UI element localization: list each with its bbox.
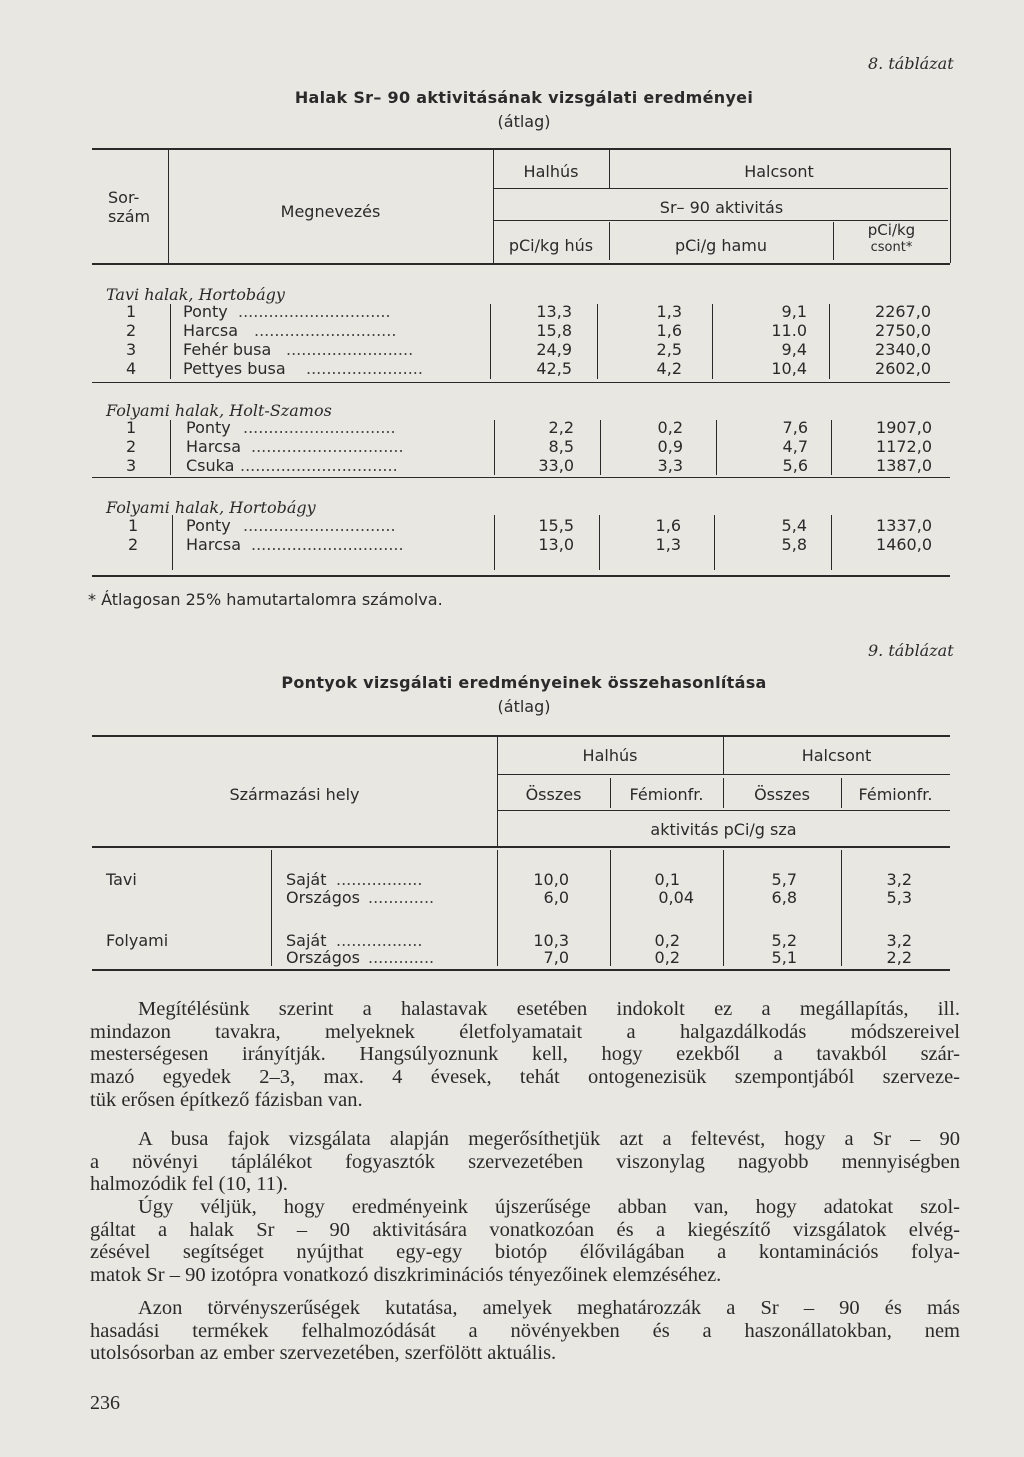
- dot-leader: ..............................: [243, 516, 396, 535]
- paragraph: A busa fajok vizsgálata alapján megerősíthetjük azt a feltevést, hogy a Sr – 90 a növényi táplálékot fogyasztók szervezetében viszonylag nagyobb mennyiségben halmozódik fel (10, 11).: [90, 1128, 960, 1196]
- header-aktivitas: Sr– 90 aktivitás: [659, 198, 784, 217]
- dot-leader: .................: [336, 870, 423, 889]
- table8-footnote: * Átlagosan 25% hamutartalomra számolva.: [88, 590, 443, 609]
- place-label: Folyami: [106, 931, 169, 950]
- table8-label: 8. táblázat: [868, 54, 954, 73]
- header-pci-kg-csont: pCi/kg csont*: [867, 221, 916, 255]
- dot-leader: ..............................: [251, 535, 404, 554]
- header-pci-kg-hus: pCi/kg hús: [508, 236, 594, 255]
- page-number: 236: [90, 1392, 120, 1414]
- dot-leader: .......................: [306, 359, 423, 378]
- paragraph: Megítélésünk szerint a halastavak esetében indokolt ez a megállapítás, ill. mindazon tavakra, melyeknek életfolyamatait a halgazdálkodás módszereivel mesterségesen irányítják. Hangsúlyoznunk kell, hogy ezekből a tavakból szár- mazó egyedek 2–3, max. 4 évesek, tehát ontogenezisük szempontjából szerveze- tük erősen építkező fázisban van.: [90, 998, 960, 1111]
- table9-title: Pontyok vizsgálati eredményeinek összehasonlítása: [281, 673, 767, 692]
- dot-leader: ..............................: [243, 418, 396, 437]
- group-name: Folyami halak, Hortobágy: [106, 498, 316, 517]
- dot-leader: .............: [368, 948, 435, 967]
- table9-label: 9. táblázat: [868, 641, 954, 660]
- header-aktivitas: aktivitás pCi/g sza: [650, 820, 797, 839]
- header-halhus: Halhús: [523, 162, 579, 181]
- table9-subtitle: (átlag): [497, 697, 551, 716]
- header-megnevezes: Megnevezés: [280, 202, 381, 221]
- paragraph: Azon törvényszerűségek kutatása, amelyek meghatározzák a Sr – 90 és más hasadási termékek felhalmozódását a növényekben és a haszonállatokban, nem utolsósorban az ember szervezetében, szerfölött aktuális.: [90, 1297, 960, 1365]
- dot-leader: ............................: [254, 321, 397, 340]
- dot-leader: ...............................: [240, 456, 398, 475]
- header-halhus: Halhús: [582, 746, 638, 765]
- place-label: Tavi: [106, 870, 137, 889]
- dot-leader: .................: [336, 931, 423, 950]
- dot-leader: .............: [368, 888, 435, 907]
- header-pci-g-hamu: pCi/g hamu: [674, 236, 768, 255]
- paragraph: Úgy véljük, hogy eredményeink újszerűsége abban van, hogy adatokat szol- gáltat a halak Sr – 90 aktivitására vonatkozóan és a kiegészítő vizsgálatok elvég- zésével segítséget nyújthat egy-egy biotóp élővilágában a kontaminációs folya- matok Sr – 90 izotópra vonatkozó diszkriminációs tényezőinek elemzéséhez.: [90, 1196, 960, 1287]
- table8-subtitle: (átlag): [497, 112, 551, 131]
- dot-leader: .........................: [286, 340, 414, 359]
- header-osszes: Összes: [525, 785, 582, 804]
- header-halcsont: Halcsont: [744, 162, 814, 181]
- table8-title: Halak Sr– 90 aktivitásának vizsgálati eredményei: [294, 88, 754, 107]
- group-name: Tavi halak, Hortobágy: [106, 285, 285, 304]
- dot-leader: ..............................: [238, 302, 391, 321]
- header-femionfr: Fémionfr.: [629, 785, 704, 804]
- header-femionfr: Fémionfr.: [858, 785, 933, 804]
- header-osszes: Összes: [754, 785, 810, 804]
- dot-leader: ..............................: [251, 437, 404, 456]
- header-szarmazasi-hely: Származási hely: [229, 785, 360, 804]
- header-halcsont: Halcsont: [801, 746, 872, 765]
- page: 8. táblázat Halak Sr– 90 aktivitásának vizsgálati eredményei (átlag) Sor- szám Megnevezés Halhús Halcsont Sr– 90 aktivitás pCi/kg hús pCi/g hamu pCi/kg csont* Tavi halak, Hortobágy 1 Ponty 13,3 1,3 9,1 2267,0 2 Harcsa 15,8 1,6 11.0 2750,0 3 Fehér busa 24,9 2,5 9,4 2340,0 4 Pettyes busa 42,5 4,2 10,4 2602,0 Folyami halak, Holt-Szamos 1 Ponty 2,2 0,2 7,6 1907,0 2 Harcsa 8,5 0,9 4,7 1172,0 3 Csuka 33,0 3,3 5,6 1387,0 Folyami halak, Hortobágy 1 Ponty 15,5 1,6 5,4 1337,0 2 Harcsa 13,0 1,3 5,8 1460,0 .............................. ............................ ......................... ....................... .............................. .............................. ............................... .............................. .............................. * Átlagosan 25% hamutartalomra számolva. 9. táblázat Pontyok vizsgálati eredményeinek összehasonlítása (átlag) Származási hely Halhús Halcsont Összes Fémionfr. Összes Fémionfr. aktivitás pCi/g sza Tavi Saját 10,0 0,1 5,7 3,2 Országos 6,0 0,04 6,8 5,3 Folyami Saját 10,3 0,2 5,2 3,2 Országos 7,0 0,2 5,1 2,2 ................. ............. ................. ............. Megítélésünk szerint a halastavak esetében indokolt ez a megállapítás, ill. mindazon tavakra, melyeknek életfolyamatait a halgazdálkodás módszereivel mesterségesen irányítják. Hangsúlyoznunk kell, hogy ezekből a tavakból szár- mazó egyedek 2–3, max. 4 évesek, tehát ontogenezisük szempontjából szerveze- tük erősen építkező fázisban van. A busa fajok vizsgálata alapján megerősíthetjük azt a feltevést, hogy a Sr – 90 a növényi táplálékot fogyasztók szervezetében viszonylag nagyobb mennyiségben halmozódik fel (10, 11). Úgy véljük, hogy eredményeink újszerűsége abban van, hogy adatokat szol- gáltat a halak Sr – 90 aktivitására vonatkozóan és a kiegészítő vizsgálatok elvég- zésével segítséget nyújthat egy-egy biotóp élővilágában a kontaminációs folya- matok Sr – 90 izotópra vonatkozó diszkriminációs tényezőinek elemzéséhez. Azon törvényszerűségek kutatása, amelyek meghatározzák a Sr – 90 és más hasadási termékek felhalmozódását a növényekben és a haszonállatokban, nem utolsósorban az ember szervezetében, szerfölött aktuális. 236: [0, 0, 1024, 1457]
- header-sorszam: Sor- szám: [108, 188, 151, 226]
- group-name: Folyami halak, Holt-Szamos: [106, 401, 332, 420]
